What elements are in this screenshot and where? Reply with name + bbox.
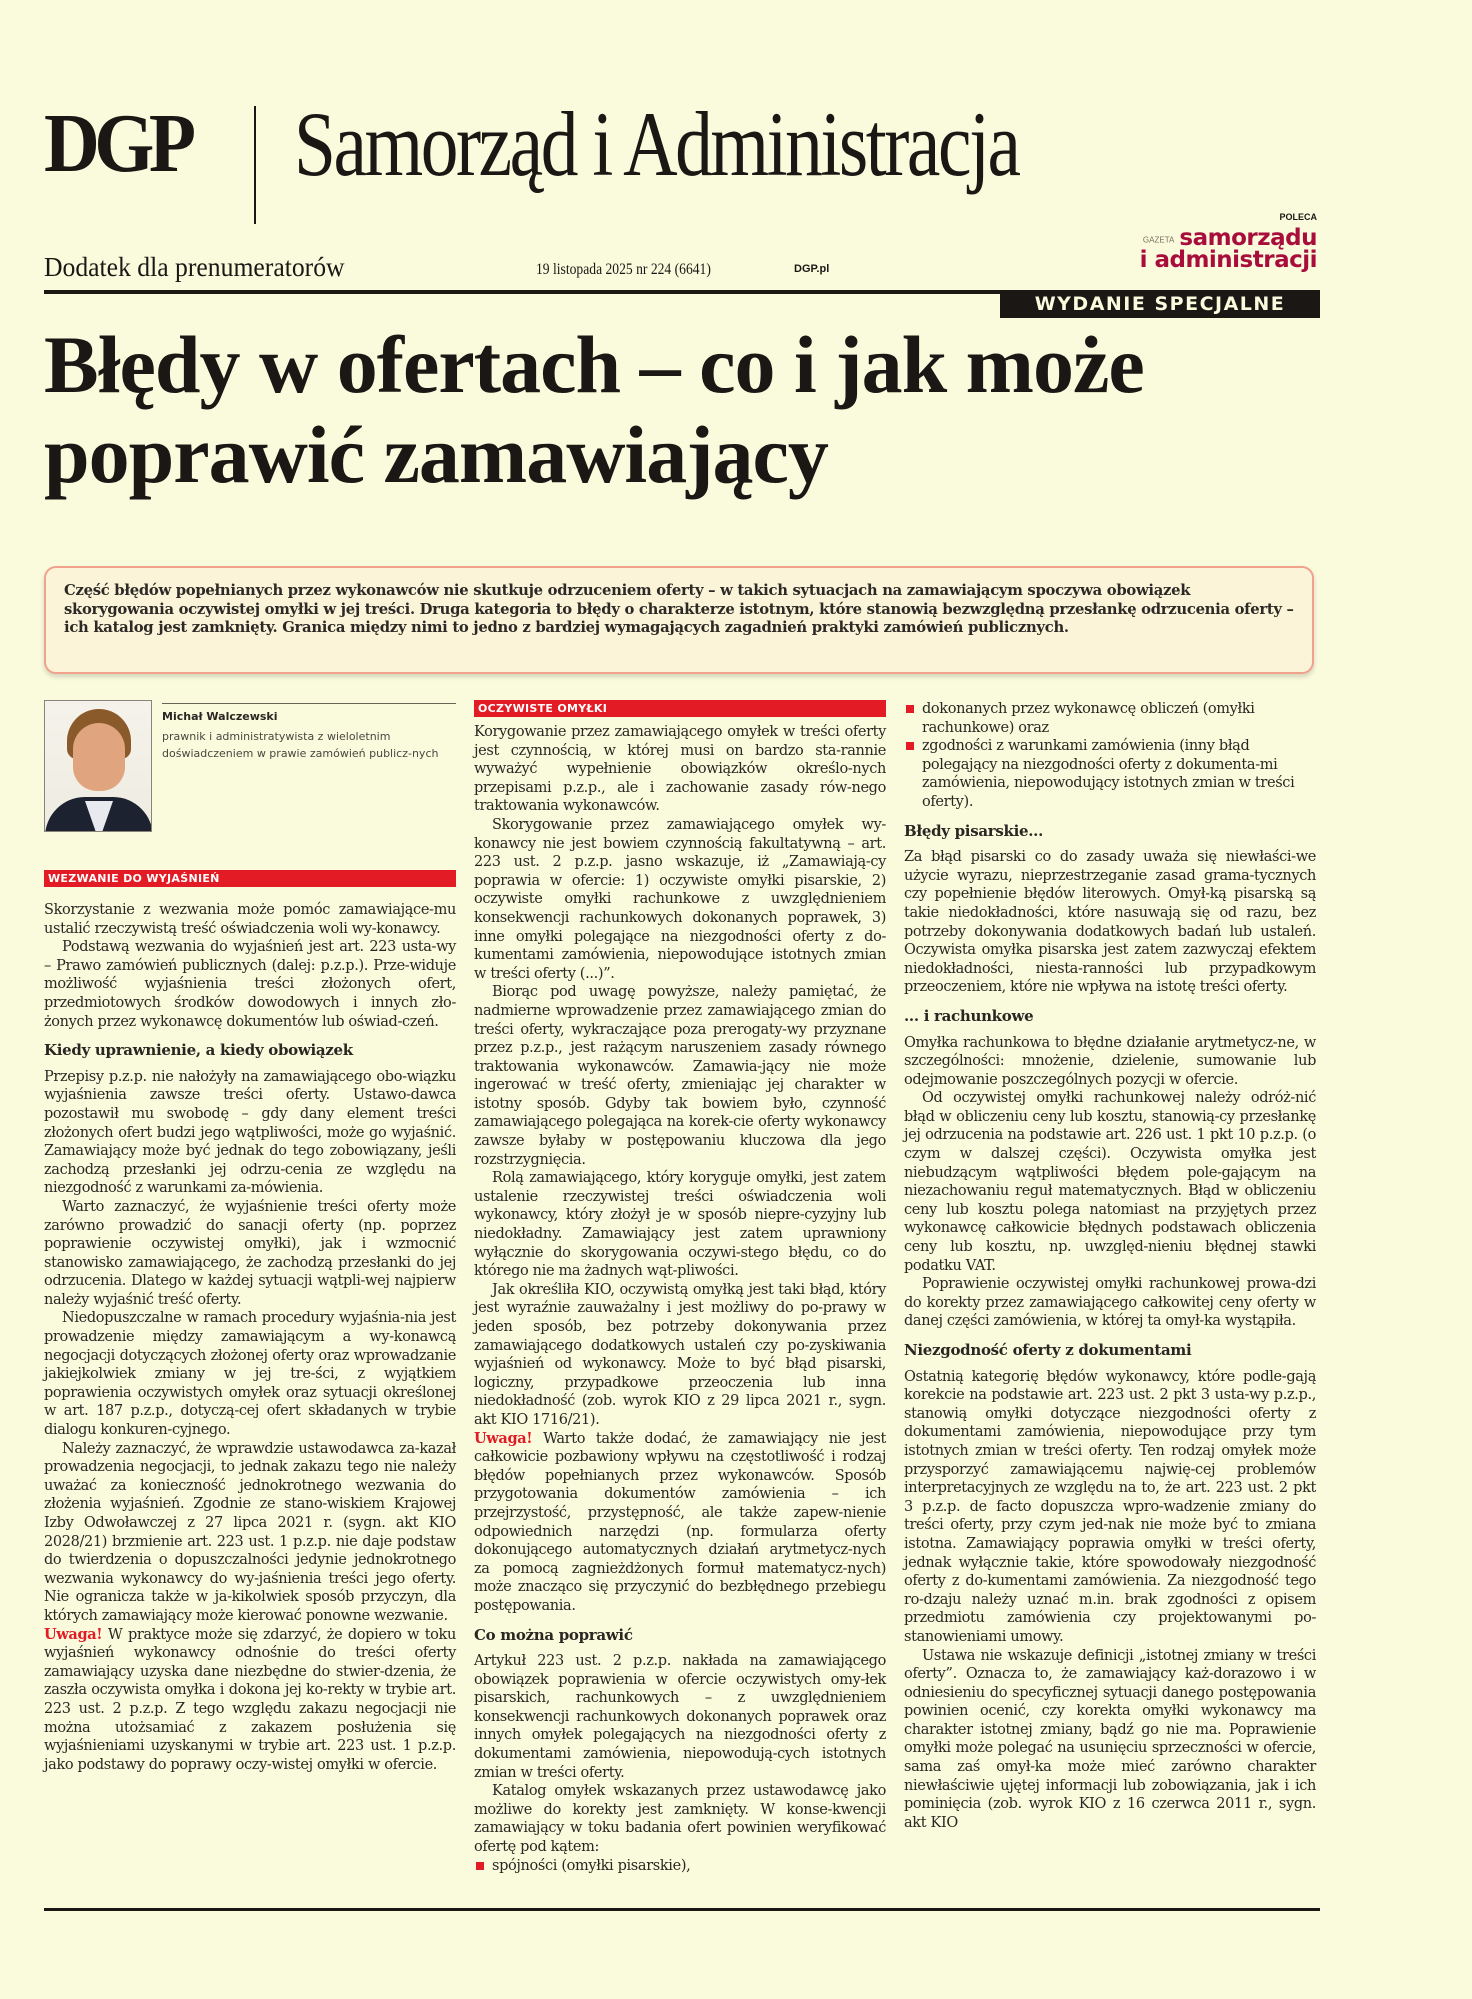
- paragraph: Za błąd pisarski co do zasady uważa się niewłaści-we użycie wyrazu, nieprzestrzeganie zasad grama-tycznych czy popełnienie błędów literowych. Omył-ką pisarską są takie niedokładności, które nasuwają się od razu, bez potrzeby dokonywania dodatkowych badań lub ustaleń. Oczywista omyłka pisarska jest zatem zazwyczaj efektem niedokładności, niesta-ranności lub przypadkowym przeoczeniem, które nie wpływa na istotę treści oferty.: [904, 849, 1316, 996]
- paragraph: Jak określiła KIO, oczywistą omyłką jest taki błąd, który jest wyraźnie zauważalny i jest możliwy do po-prawy w jeden sposób, bez potrzeby dokonywania przez zamawiającego dodatkowych ustaleń czy po-zyskiwania wyjaśnień od wykonawcy. Może to być błąd pisarski, logiczny, przypadkowe przeoczenia lub inna niedokładność (zob. wyrok KIO z 29 lipca 2021 r., sygn. akt KIO 1716/21).: [474, 1281, 886, 1428]
- subheading: Kiedy uprawnienie, a kiedy obowiązek: [44, 1041, 353, 1060]
- author-rule: [162, 703, 456, 704]
- paragraph-uwaga: [44, 1626, 456, 1775]
- section-bar-oczywiste-omylki: OCZYWISTE OMYŁKI: [474, 700, 886, 717]
- promo-brand-line1: samorządu: [1179, 225, 1317, 251]
- promo-gazeta-samorzadu[interactable]: [1140, 212, 1317, 272]
- paragraph: Należy zaznaczyć, że wprawdzie ustawodawca za-kazał prowadzenia negocjacji, to jednak zakazu tego nie należy uważać za konieczność jednokrotnego wezwania do złożenia wyjaśnień. Zgodnie ze stano-wiskiem Krajowej Izby Odwoławczej z 27 lipca 2021 r. (sygn. akt KIO 2028/21) brzmienie art. 223 ust. 1 p.z.p. nie daje podstaw do twierdzenia o dopuszczalności jedynie jednokrotnego wezwania wykonawcy do wy-jaśnienia treści jego oferty. Nie ogranicza także w ja-kikolwiek sposób przyczyn, dla których zamawiający może kierować ponowne wezwanie.: [44, 1440, 456, 1624]
- subheading: ... i rachunkowe: [904, 1006, 1034, 1025]
- column-1-body: [44, 901, 456, 1774]
- author-bio: prawnik i administratywista z wieloletnim doświadczeniem w prawie zamówień publicz-nych: [162, 730, 439, 760]
- paragraph: Korygowanie przez zamawiającego omyłek w treści oferty jest czynnością, w której musi on bardzo sta-rannie wyważyć wypełnienie obowiązków określo-nych przepisami p.z.p., ale i zachowanie zasady rów-nego traktowania wykonawców.: [474, 724, 886, 815]
- column-1: [44, 700, 456, 1774]
- uwaga-label: Uwaga!: [44, 1625, 103, 1643]
- author-photo: [44, 700, 152, 832]
- column-2-body: [474, 723, 886, 1875]
- supplement-label: Dodatek dla prenumeratorów: [44, 252, 345, 282]
- paragraph: Niedopuszczalne w ramach procedury wyjaśnia-nia jest prowadzenie między zamawiającym a wy-konawcą negocjacji dotyczących złożonej oferty oraz wprowadzanie jakiejkolwiek zmiany w jej tre-ści, z wyjątkiem poprawienia oczywistych omyłek oraz sytuacji określonej w art. 187 p.z.p., dotyczą-cej ofert składanych w trybie dialogu konkuren-cyjnego.: [44, 1310, 456, 1439]
- bullet-list: [904, 700, 1316, 812]
- paragraph: Podstawą wezwania do wyjaśnień jest art. 223 usta-wy – Prawo zamówień publicznych (dalej: p.z.p.). Prze-widuje możliwość wyjaśnienia treści złożonych ofert, przedmiotowych środków dowodowych i innych zło-żonych przez wykonawcę dokumentów lub oświad-czeń.: [44, 939, 456, 1030]
- special-edition-badge: WYDANIE SPECJALNE: [1000, 290, 1320, 318]
- column-3: [904, 700, 1316, 1832]
- author-name: Michał Walczewski: [162, 710, 278, 723]
- promo-brand-line2: i administracji: [1139, 246, 1317, 273]
- promo-brand: [1139, 225, 1317, 273]
- promo-gazeta-label: GAZETA: [1142, 235, 1175, 245]
- paragraph: Ustawa nie wskazuje definicji „istotnej zmiany w treści oferty”. Oznacza to, że zamawiający każ-dorazowo i w odniesieniu do specyficznej sytuacji danego postępowania powinien ocenić, czy korekta omyłki wykonawcy ma charakter istotnej zmiany, bądź go nie ma. Poprawienie omyłki może polegać na usunięciu sprzeczności w ofercie, sama zaś omył-ka może mieć zarówno charakter niewłaściwie ujętej informacji lub zobowiązania, jak i ich pominięcia (zob. wyrok KIO z 16 czerwca 2011 r., sygn. akt KIO: [904, 1647, 1316, 1831]
- uwaga-text: Warto także dodać, że zamawiający nie jest całkowicie pozbawiony wpływu na częstotliwość i rodzaj błędów popełnianych przez wykonawców. Sposób przygotowania dokumentów zamówienia – ich przejrzystość, przystępność, ale także zapew-nienie odpowiednich narzędzi (np. formularza oferty dokonującego automatycznych działań arytmetycz-nych za pomocą zagnieżdżonych formuł matematycz-nych) może znacząco się przyczynić do bezbłędnego przebiegu postępowania.: [474, 1430, 886, 1614]
- paragraph: Ostatnią kategorię błędów wykonawcy, które podle-gają korekcie na podstawie art. 223 ust. 2 pkt 3 usta-wy p.z.p., stanowią omyłki dotyczące niezgodności oferty z dokumentami zamówienia, niepowodujące przy tym istotnych zmian w treści oferty. Ten rodzaj omyłek może przysporzyć zamawiającemu najwię-cej problemów interpretacyjnych ze względu na to, że art. 223 ust. 2 pkt 3 p.z.p. de facto dopuszcza wpro-wadzenie zmiany do treści oferty, przy czym jed-nak nie może być to zmiana istotna. Zamawiający poprawia omyłki w treści oferty, jednak wyłącznie takie, które spowodowały niezgodność oferty z do-kumentami zamówienia. Za niezgodność tego ro-dzaju należy uznać m.in. brak zgodności z opisem przedmiotu zamówienia czy projektowanymi po-stanowieniami umowy.: [904, 1368, 1316, 1645]
- article-headline: Błędy w ofertach – co i jak może poprawić zamawiający: [44, 319, 1144, 500]
- issue-date: 19 listopada 2025 nr 224 (6641): [536, 261, 711, 278]
- issue-info-row: [44, 246, 1320, 282]
- section-title: Samorząd i Administracja: [294, 93, 1019, 195]
- paragraph: Artykuł 223 ust. 2 p.z.p. nakłada na zamawiającego obowiązek poprawienia w ofercie oczywistych omy-łek pisarskich, rachunkowych – z uwzględnieniem konsekwencji rachunkowych dokonanych poprawek oraz innych omyłek polegających na niezgodności oferty z dokumentami zamówienia, niepowodują-cych istotnych zmian w treści oferty.: [474, 1653, 886, 1781]
- article-lead-box: Część błędów popełnianych przez wykonawców nie skutkuje odrzuceniem oferty – w takich sytuacjach na zamawiającym spoczywa obowiązek skorygowania oczywistej omyłki w jej treści. Druga kategoria to błędy o charakterze istotnym, które stanowią bezwzględną przesłankę odrzucenia oferty – ich katalog jest zamknięty. Granica między nimi to jedno z bardziej wymagających zagadnień praktyki zamówień publicznych.: [44, 566, 1314, 674]
- brand-logo[interactable]: DGP: [44, 97, 191, 190]
- bullet-item: zgodności z warunkami zamówienia (inny błąd polegający na niezgodności oferty z dokumenta-mi zamówienia, niepowodujący istotnych zmian w treści oferty).: [904, 737, 1316, 811]
- bullet-list: [474, 1857, 886, 1876]
- subheading: Niezgodność oferty z dokumentami: [904, 1341, 1192, 1359]
- paragraph: Rolą zamawiającego, który koryguje omyłki, jest zatem ustalenie rzeczywistej treści oświadczenia woli wykonawcy, który złożył je w sposób niepre-cyzyjny lub niedokładny. Zamawiający jest zatem uprawniony wyłącznie do skorygowania oczywi-stego błędu, co do którego nie ma żadnych wąt-pliwości.: [474, 1170, 886, 1280]
- paragraph-uwaga: [474, 1430, 886, 1616]
- section-bar-wezwanie: WEZWANIE DO WYJAŚNIEŃ: [44, 870, 456, 887]
- paragraph: Omyłka rachunkowa to błędne działanie arytmetycz-ne, w szczególności: mnożenie, dzielenie, sumowanie lub odejmowanie poszczególnych pozycji w ofercie.: [904, 1034, 1316, 1088]
- column-3-body: [904, 700, 1316, 1832]
- site-link[interactable]: DGP.pl: [794, 263, 830, 275]
- subheading: Błędy pisarskie...: [904, 821, 1044, 840]
- bullet-item: dokonanych przez wykonawcę obliczeń (omyłki rachunkowe) oraz: [904, 700, 1316, 737]
- paragraph: Skorygowanie przez zamawiającego omyłek wy-konawcy nie jest bowiem czynnością fakultatywną – art. 223 ust. 2 p.z.p. jasno wskazuje, iż „Zamawiają-cy poprawia w ofercie: 1) oczywiste omyłki pisarskie, 2) oczywiste omyłki rachunkowe z uwzględnieniem konsekwencji rachunkowych dokonanych poprawek, 3) inne omyłki polegające na niezgodności oferty z do-kumentami zamówienia, niepowodujące istotnych zmian w treści oferty (...)”.: [474, 816, 886, 982]
- uwaga-label: Uwaga!: [474, 1429, 533, 1447]
- paragraph: Skorzystanie z wezwania może pomóc zamawiające-mu ustalić rzeczywistą treść oświadczenia woli wy-konawcy.: [44, 902, 456, 937]
- paragraph: Katalog omyłek wskazanych przez ustawodawcę jako możliwe do korekty jest zamknięty. W konse-kwencji zamawiający w toku badania ofert powinien weryfikować ofertę pod kątem:: [474, 1783, 886, 1856]
- uwaga-text: W praktyce może się zdarzyć, że dopiero w toku wyjaśnień wykonawcy odnośnie do treści oferty zamawiający uzyska dane niezbędne do stwier-dzenia, że zaszła oczywista omyłka i dokona jej ko-rekty w trybie art. 223 ust. 2 p.z.p. Z tego względu zakazu negocjacji nie można utożsamiać z zakazem posłużenia się wyjaśnieniami uzyskanymi w trybie art. 223 ust. 1 p.z.p. jako podstawy do poprawy oczy-wistej omyłki w ofercie.: [44, 1626, 456, 1773]
- footer-rule: [44, 1908, 1320, 1911]
- paragraph: Przepisy p.z.p. nie nałożyły na zamawiającego obo-wiązku wyjaśnienia zawsze treści oferty. Ustawo-dawca pozostawił mu swobodę – gdy dany element treści złożonych ofert budzi jego wątpliwości, może go wyjaśnić. Zamawiający może być jednak do tego zobowiązany, jeśli zachodzą przesłanki jej odrzu-cenia ze względu na niezgodność z warunkami za-mówienia.: [44, 1068, 456, 1197]
- author-box: [44, 700, 456, 870]
- column-2: [474, 700, 886, 1875]
- promo-recommends-label: POLECA: [1279, 212, 1317, 222]
- subheading: Co można poprawić: [474, 1625, 633, 1644]
- paragraph: Biorąc pod uwagę powyższe, należy pamiętać, że nadmierne wprowadzenie przez zamawiającego zmian do treści oferty, wykraczające poza prerogaty-wy przyznane przez p.z.p., jest rażącym naruszeniem zasady równego traktowania wykonawców. Zamawia-jący nie może ingerować w treść oferty, zmieniając jej charakter w istotny sposób. Gdyby tak bowiem było, czynność zamawiającego polegająca na korek-cie oferty wykonawcy zawsze byłaby w postępowaniu kluczowa dla jego rozstrzygnięcia.: [474, 984, 886, 1168]
- masthead-divider: [254, 106, 256, 224]
- paragraph: Poprawienie oczywistej omyłki rachunkowej prowa-dzi do korekty przez zamawiającego całkowitej ceny oferty w danej części zamówienia, w której ta omył-ka wystąpiła.: [904, 1276, 1316, 1330]
- paragraph: Warto zaznaczyć, że wyjaśnienie treści oferty może zarówno prowadzić do sanacji oferty (np. poprzez poprawienie oczywistej omyłki), jak i wzmocnić stanowisko zamawiającego, że zachodzą przesłanki do jej odrzucenia. Dlatego w każdej sytuacji wątpli-wej najpierw należy wyjaśnić treść oferty.: [44, 1198, 456, 1308]
- paragraph: Od oczywistej omyłki rachunkowej należy odróż-nić błąd w obliczeniu ceny lub kosztu, stanowią-cy przesłankę jej odrzucenia na podstawie art. 226 ust. 1 pkt 10 p.z.p. (o czym w dalszej części). Oczywista omyłka jest niebudzącym wątpliwości błędem pole-gającym na niezachowaniu reguł matematycznych. Błąd w obliczeniu ceny lub kosztu polega natomiast na przyjętych przez wykonawcę całkowicie błędnych podstawach obliczenia ceny lub kosztu, np. uwzględ-nieniu błędnej stawki podatku VAT.: [904, 1090, 1316, 1274]
- bullet-item: spójności (omyłki pisarskie),: [474, 1857, 886, 1876]
